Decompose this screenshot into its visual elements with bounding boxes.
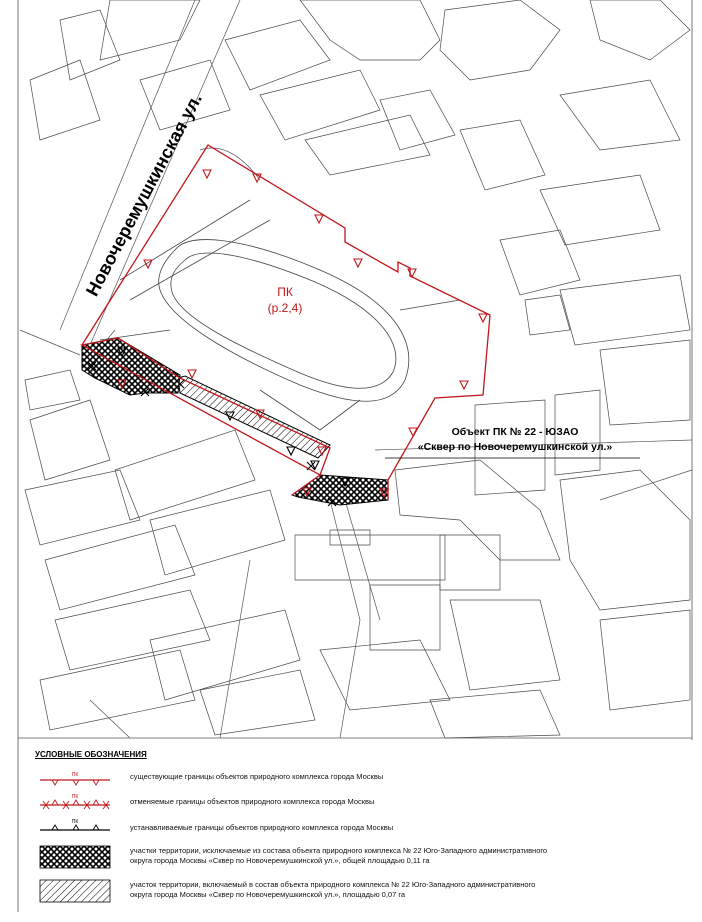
legend-text-existing: существующие границы объектов природного комплекса города Москвы	[130, 772, 384, 781]
legend-text-included: участок территории, включаемый в состав объекта природного комплекса № 22 Юго-Западного административного округа города Москвы «Сквер по Новочеремушкинской ул.», площадью 0,07 га	[130, 880, 536, 899]
legend-tag-cancelled: ПК	[71, 794, 79, 800]
excluded-area-east	[292, 475, 388, 505]
pk-label	[255, 284, 315, 316]
pk-label-code: ПК	[277, 285, 293, 299]
object-title: Объект ПК № 22 - ЮЗАО	[451, 426, 579, 438]
legend-text-new: устанавливаемые границы объектов природного комплекса города Москвы	[130, 823, 394, 832]
legend-tag-new: ПК	[71, 819, 79, 825]
legend-text-cancelled: отменяемые границы объектов природного комплекса города Москвы	[130, 797, 375, 806]
street-name-label: Новочеремушкинская ул.	[82, 90, 206, 300]
legend-text-excluded: участки территории, исключаемые из состава объекта природного комплекса № 22 Юго-Западного административного округа города Москвы «Сквер по Новочеремушкинской ул.», общей площадью 0,11 га	[130, 846, 548, 865]
object-subtitle: «Сквер по Новочеремушкинской ул.»	[417, 441, 613, 453]
pk-label-sections: (р.2,4)	[267, 301, 303, 315]
legend-title: УСЛОВНЫЕ ОБОЗНАЧЕНИЯ	[35, 750, 147, 759]
legend-tag-existing: ПК	[71, 772, 79, 778]
object-label	[395, 425, 635, 455]
